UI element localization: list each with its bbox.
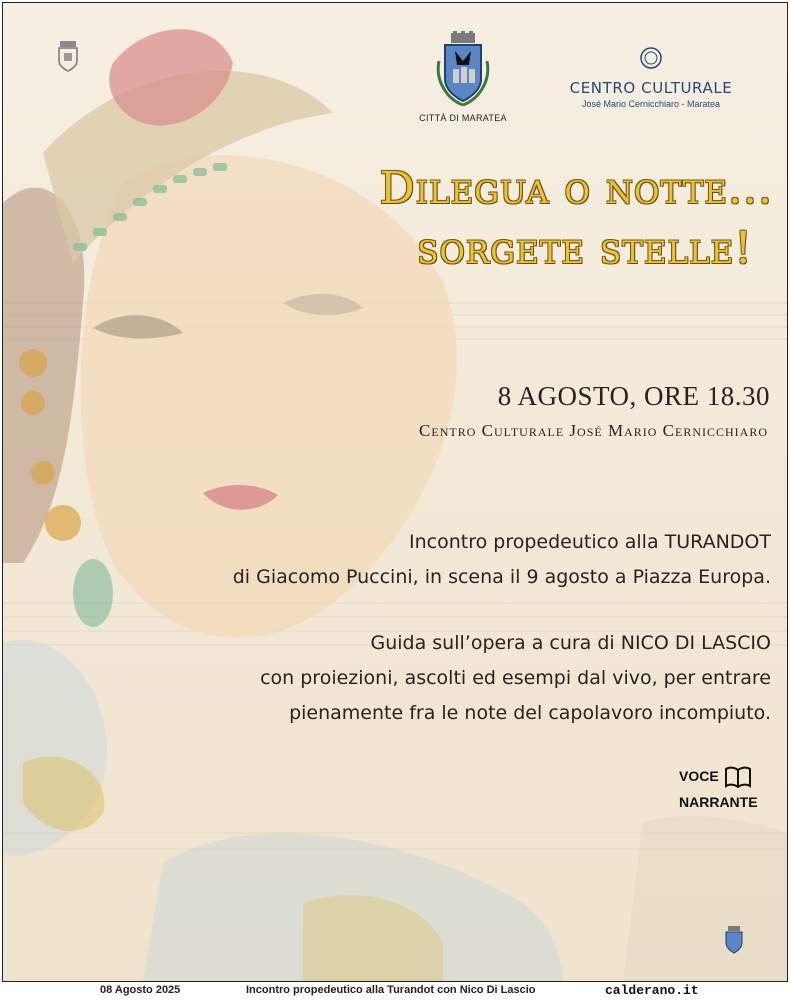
centro-subtitle: José Mario Cernicchiaro - Maratea xyxy=(581,99,721,109)
maratea-crest-icon xyxy=(433,31,493,107)
p2-line-1: Guida sull’opera a cura di NICO DI LASCIO xyxy=(370,632,771,654)
event-venue: Centro Culturale José Mario Cernicchiaro xyxy=(419,421,768,440)
event-date: 8 AGOSTO, ORE 18.30 xyxy=(497,381,770,411)
footer-caption: Incontro propedeutico alla Turandot con Nico Di Lascio xyxy=(246,984,536,996)
p2-line-2: con proiezioni, ascolti ed esempi dal vivo, per entrare xyxy=(260,667,771,689)
p1-line-1: Incontro propedeutico alla TURANDOT xyxy=(409,531,771,553)
coat-of-arms-icon xyxy=(55,39,81,73)
open-book-icon xyxy=(725,766,751,788)
description-paragraph-1 xyxy=(123,525,771,595)
footer-site-link[interactable]: calderano.it xyxy=(605,983,699,998)
footer-bar xyxy=(0,983,790,1000)
centro-logo-icon xyxy=(640,47,662,69)
narrante-label: NARRANTE xyxy=(679,794,758,810)
footer-date: 08 Agosto 2025 xyxy=(100,984,181,996)
centro-title: CENTRO CULTURALE xyxy=(569,79,733,97)
turandot-illustration xyxy=(3,3,787,981)
title-line-2: sorgete stelle! xyxy=(417,223,753,274)
city-label: CITTÀ DI MARATEA xyxy=(419,113,507,123)
centro-culturale-logo xyxy=(551,47,751,109)
poster xyxy=(2,2,788,982)
title-line-1: Dilegua o notte... xyxy=(379,163,773,214)
description-paragraph-2 xyxy=(123,626,771,731)
p1-line-2: di Giacomo Puccini, in scena il 9 agosto a Piazza Europa. xyxy=(232,566,771,588)
voce-narrante-logo xyxy=(679,763,769,815)
p2-line-3: pienamente fra le note del capolavoro incompiuto. xyxy=(289,702,771,724)
voce-label: VOCE xyxy=(679,768,719,784)
event-title xyxy=(173,159,773,279)
city-logo xyxy=(413,31,513,123)
small-crest-icon xyxy=(723,925,745,955)
